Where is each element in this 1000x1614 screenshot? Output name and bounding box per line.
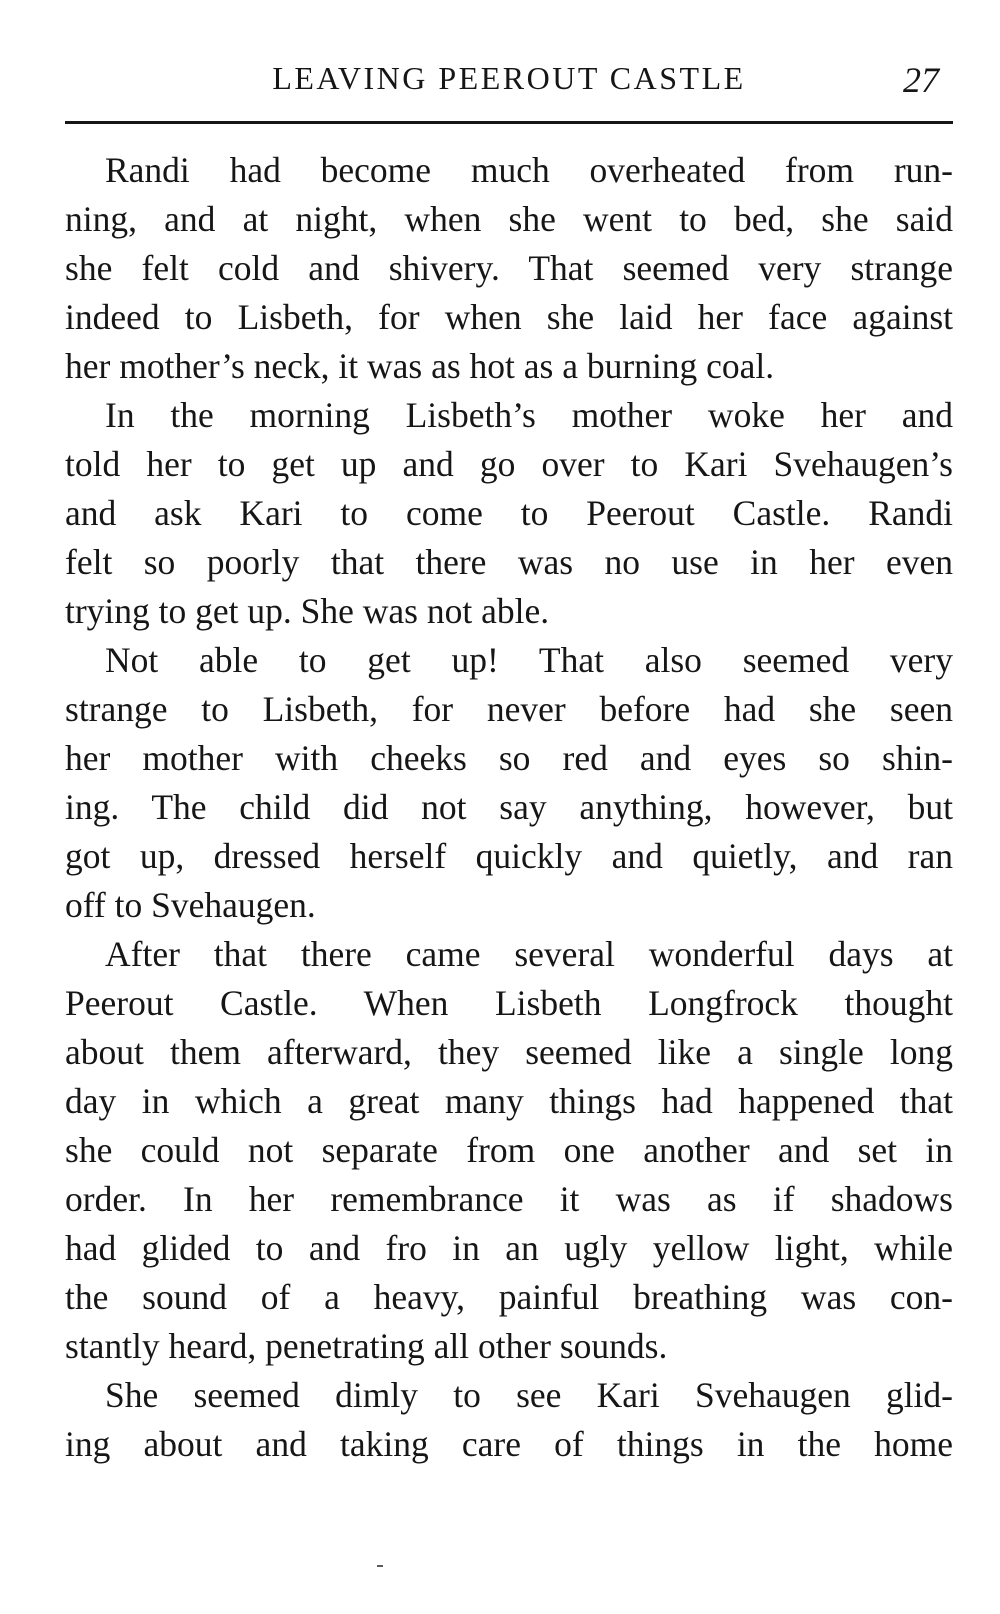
page-number: 27 bbox=[903, 60, 939, 100]
text-line: and ask Kari to come to Peerout Castle. Randi bbox=[65, 493, 953, 533]
text-line: In the morning Lisbeth’s mother woke her and bbox=[105, 395, 953, 435]
text-line: Not able to get up! That also seemed very bbox=[105, 640, 953, 680]
text-line: she could not separate from one another and set in bbox=[65, 1130, 953, 1170]
text-line: got up, dressed herself quickly and quietly, and ran bbox=[65, 836, 953, 876]
text-line: Randi had become much overheated from run- bbox=[105, 150, 953, 190]
text-line: order. In her remembrance it was as if shadows bbox=[65, 1179, 953, 1219]
text-line: strange to Lisbeth, for never before had she seen bbox=[65, 689, 953, 729]
text-line: had glided to and fro in an ugly yellow light, while bbox=[65, 1228, 953, 1268]
text-line: ning, and at night, when she went to bed, she said bbox=[65, 199, 953, 239]
text-line: off to Svehaugen. bbox=[65, 885, 316, 925]
text-line: Peerout Castle. When Lisbeth Longfrock thought bbox=[65, 983, 953, 1023]
text-line: After that there came several wonderful days at bbox=[105, 934, 953, 974]
text-line: ing about and taking care of things in the home bbox=[65, 1424, 953, 1464]
print-speck bbox=[377, 1565, 383, 1567]
text-line: stantly heard, penetrating all other sounds. bbox=[65, 1326, 668, 1366]
text-line: about them afterward, they seemed like a single long bbox=[65, 1032, 953, 1072]
body-text bbox=[65, 146, 953, 1469]
text-line: her mother with cheeks so red and eyes so shin- bbox=[65, 738, 953, 778]
text-line: her mother’s neck, it was as hot as a burning coal. bbox=[65, 346, 775, 386]
text-line: She seemed dimly to see Kari Svehaugen glid- bbox=[105, 1375, 953, 1415]
text-line: day in which a great many things had happened that bbox=[65, 1081, 953, 1121]
text-line: she felt cold and shivery. That seemed very strange bbox=[65, 248, 953, 288]
text-line: ing. The child did not say anything, however, but bbox=[65, 787, 953, 827]
text-line: indeed to Lisbeth, for when she laid her face against bbox=[65, 297, 953, 337]
header-rule bbox=[65, 121, 953, 124]
chapter-title: LEAVING PEEROUT CASTLE bbox=[272, 60, 746, 96]
text-line: the sound of a heavy, painful breathing was con- bbox=[65, 1277, 953, 1317]
text-line: felt so poorly that there was no use in her even bbox=[65, 542, 953, 582]
text-line: told her to get up and go over to Kari Svehaugen’s bbox=[65, 444, 953, 484]
running-head bbox=[65, 56, 953, 106]
text-line: trying to get up. She was not able. bbox=[65, 591, 550, 631]
